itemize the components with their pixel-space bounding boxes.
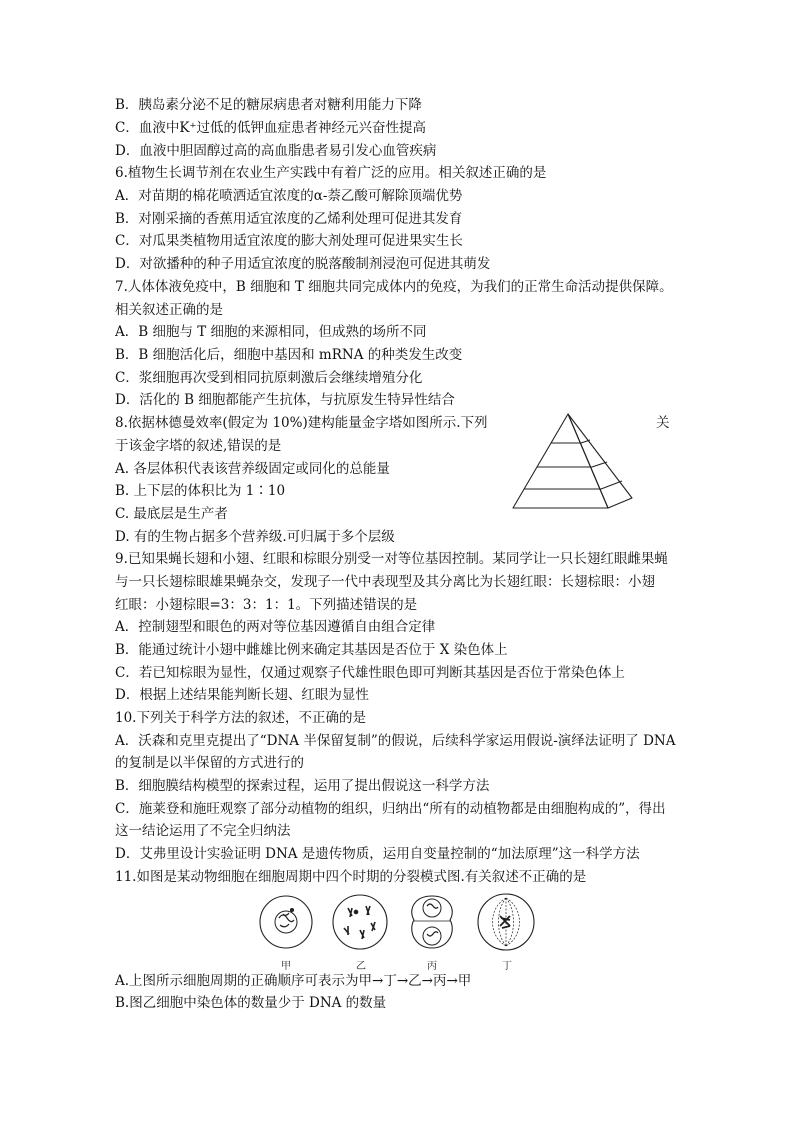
q10-option-a-line2: 的复制是以半保留的方式进行的	[115, 755, 304, 771]
q6-option-b: B．对刚采摘的香蕉用适宜浓度的乙烯利处理可促进其发育	[115, 211, 463, 227]
q11-option-b: B.图乙细胞中染色体的数量少于 DNA 的数量	[115, 995, 387, 1011]
q8-option-a: A. 各层体积代表该营养级固定或同化的总能量	[115, 461, 390, 477]
q6-option-d: D．对欲播种的种子用适宜浓度的脱落酸制剂浸泡可促进其萌发	[115, 256, 491, 272]
q8-stem-tail: 关	[656, 415, 670, 431]
q5-option-d: D．血液中胆固醇过高的高血脂患者易引发心血管疾病	[115, 143, 437, 159]
q10-stem: 10.下列关于科学方法的叙述，不正确的是	[115, 710, 366, 726]
pyramid-front-face	[513, 414, 608, 508]
cell-label-jia: 甲	[281, 961, 291, 972]
q10-option-a-line1: A．沃森和克里克提出了“DNA 半保留复制”的假说，后续科学家运用假说-演绎法证明了 DNA	[115, 733, 676, 749]
cell-jia	[260, 896, 312, 948]
q6-option-c: C．对瓜果类植物用适宜浓度的膨大剂处理可促进果实生长	[115, 233, 463, 249]
q10-option-d: D．艾弗里设计实验证明 DNA 是遗传物质，运用自变量控制的“加法原理”这一科学方法	[115, 846, 640, 862]
q6-option-a: A．对苗期的棉花喷洒适宜浓度的α-萘乙酸可解除顶端优势	[115, 188, 463, 204]
energy-pyramid-figure	[508, 410, 638, 514]
cell-bing	[412, 896, 453, 948]
q10-option-c-line2: 这一结论运用了不完全归纳法	[115, 823, 291, 839]
q7-stem-line2: 相关叙述正确的是	[115, 302, 223, 318]
q5-option-c: C．血液中K⁺过低的低钾血症患者神经元兴奋性提高	[115, 120, 427, 136]
q11-stem: 11.如图是某动物细胞在细胞周期中四个时期的分裂模式图.有关叙述不正确的是	[115, 869, 587, 885]
q7-stem-line1: 7.人体体液免疫中，B 细胞和 T 细胞共同完成体内的免疫，为我们的正常生命活动提供保障。	[115, 279, 673, 295]
q9-option-d: D．根据上述结果能判断长翅、红眼为显性	[115, 687, 369, 703]
cell-ding	[478, 894, 534, 950]
q5-option-b: B．胰岛素分泌不足的糖尿病患者对糖利用能力下降	[115, 97, 422, 113]
cell-label-ding: 丁	[502, 961, 512, 972]
cell-label-bing: 丙	[427, 961, 437, 972]
q9-stem-line3: 红眼：小翅棕眼=3：3：1：1。下列描述错误的是	[115, 597, 418, 613]
cell-yi	[333, 895, 387, 949]
q7-option-c: C．浆细胞再次受到相同抗原刺激后会继续增殖分化	[115, 370, 423, 386]
pyramid-side-face	[568, 414, 632, 508]
q10-option-c-line1: C．施莱登和施旺观察了部分动植物的组织，归纳出“所有的动植物都是由细胞构成的”，得出	[115, 801, 666, 817]
q8-stem-line2: 于该金字塔的叙述,错误的是	[115, 438, 282, 454]
q8-option-c: C. 最底层是生产者	[115, 506, 228, 522]
q11-option-a: A.上图所示细胞周期的正确顺序可表示为甲→丁→乙→丙→甲	[115, 973, 472, 989]
q9-stem-line1: 9.已知果蝇长翅和小翅、红眼和棕眼分别受一对等位基因控制。某同学让一只长翅红眼雌果蝇	[115, 551, 668, 567]
q7-option-d: D．活化的 B 细胞都能产生抗体，与抗原发生特异性结合	[115, 392, 455, 408]
q10-option-b: B．细胞膜结构模型的探索过程，运用了提出假说这一科学方法	[115, 778, 490, 794]
q7-option-b: B．B 细胞活化后，细胞中基因和 mRNA 的种类发生改变	[115, 347, 463, 363]
q9-option-c: C．若已知棕眼为显性，仅通过观察子代雄性眼色即可判断其基因是否位于常染色体上	[115, 665, 625, 681]
q9-stem-line2: 与一只长翅棕眼雄果蝇杂交，发现子一代中表现型及其分离比为长翅红眼：长翅棕眼：小翅	[115, 574, 655, 590]
q8-option-b: B. 上下层的体积比为 1∶10	[115, 483, 286, 499]
q8-stem-line1: 8.依据林德曼效率(假定为 10%)建构能量金字塔如图所示.下列	[115, 415, 488, 431]
q9-option-b: B．能通过统计小翅中雌雄比例来确定其基因是否位于 X 染色体上	[115, 642, 508, 658]
q8-option-d: D. 有的生物占据多个营养级.可归属于多个层级	[115, 529, 395, 545]
cell-division-figure	[256, 890, 546, 954]
cell-label-yi: 乙	[356, 961, 366, 972]
q6-stem: 6.植物生长调节剂在农业生产实践中有着广泛的应用。相关叙述正确的是	[115, 165, 547, 181]
q7-option-a: A．B 细胞与 T 细胞的来源相同，但成熟的场所不同	[115, 324, 427, 340]
q9-option-a: A．控制翅型和眼色的两对等位基因遵循自由组合定律	[115, 619, 436, 635]
